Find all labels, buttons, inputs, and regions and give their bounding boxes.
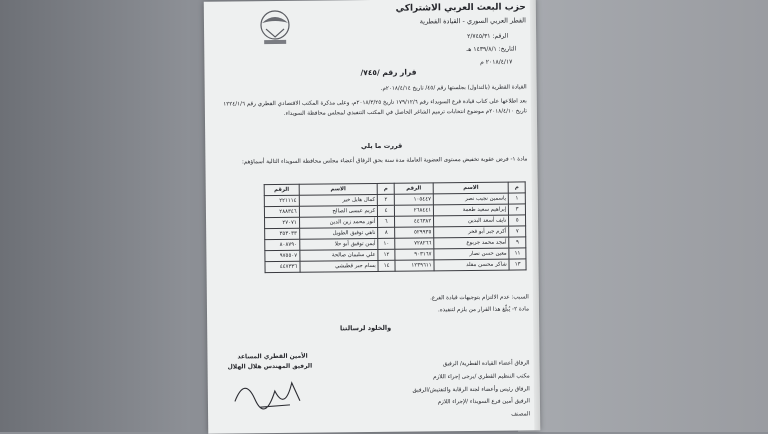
cause-note: السبب: عدم الالتزام بتوجيهات قيادة الفرع. bbox=[430, 294, 529, 302]
distribution-item: الرفيق أمين فرع السويداء /لإجراء اللازم bbox=[437, 398, 530, 406]
table-cell: ٢٧٠٧١ bbox=[265, 217, 300, 228]
table-cell: ١٠٥٤٤٧ bbox=[394, 194, 433, 205]
table-cell: شاكر محسن مقلد bbox=[434, 259, 509, 271]
table-cell: ١٣ bbox=[509, 259, 526, 270]
table-cell: ٢٨٨٣٤٦ bbox=[264, 206, 299, 217]
decision-para-2: بعد اطلاعها على كتاب قيادة فرع السويداء رقم ١٧٩/١٢/٦ تاريخ ٢٠١٨/٣/٢٥م، وعلى مذكرة المكتب الاقتصادي القطري رقم ١٢٢٤/١/٦ تاريخ ٢٠١٨/٤/١٠م موضوع انتخابات ترميم الشاغر الحاصل في المكتب التنفيذي لمجلس محافظة السويداء. bbox=[223, 98, 527, 117]
party-emblem-icon bbox=[254, 7, 296, 47]
org-name: حزب البعث العربي الاشتراكي bbox=[395, 2, 526, 14]
article-2: مادة ٢- يُبلّغ هذا القرار من يلزم لتنفيذه. bbox=[437, 306, 530, 314]
table-cell: ١٤ bbox=[378, 260, 395, 271]
table-cell: ٢٦٨٤٤١ bbox=[394, 205, 433, 216]
table-cell: ياسمين نجيب نصر bbox=[433, 193, 508, 205]
table-cell: ١ bbox=[509, 193, 526, 204]
col-header-name: الاسم bbox=[433, 182, 508, 194]
distribution-item: مكتب التنظيم القطري /يرجى إجراء اللازم bbox=[433, 373, 530, 381]
table-cell: أنور محمد زين الدين bbox=[299, 216, 378, 228]
decision-para-1: القيادة القطرية (بالتداول) بجلستها رقم /٤٥/ تاريخ ٢٠١٨/٤/١٤م. bbox=[380, 84, 527, 92]
col-header-index: م bbox=[377, 183, 394, 194]
signatory-title: الأمين القطري المساعد bbox=[237, 352, 308, 361]
table-cell: ٩٠٣١٦٧ bbox=[395, 249, 434, 260]
table-cell: ناهي توفيق الطويل bbox=[299, 227, 378, 239]
table-cell: ٣ bbox=[509, 204, 526, 215]
hijri-date: التاريخ: ١٤٣٩/٨/١ هـ bbox=[466, 45, 517, 54]
table-cell: علي سليمان صالحة bbox=[300, 249, 379, 261]
col-header-name: الاسم bbox=[299, 183, 378, 195]
table-cell: ٥ bbox=[509, 215, 526, 226]
table-cell: أمجد محمد جربوع bbox=[434, 237, 509, 249]
table-cell: ٨٠٨٧٩٠ bbox=[265, 239, 300, 250]
distribution-item: المصنف bbox=[511, 411, 531, 418]
background-right bbox=[518, 0, 768, 432]
decision-title: قرار رقم /٧٤٥/ bbox=[360, 67, 417, 78]
signatory-name: الرفيق المهندس هلال الهلال bbox=[227, 362, 313, 371]
reference-number: الرقم: ٢/٧٤٥/٣١ bbox=[467, 32, 509, 40]
table-cell: ٩ bbox=[509, 237, 526, 248]
table-cell: ٦ bbox=[378, 216, 395, 227]
table-cell: أيمن توفيق أبو حلا bbox=[299, 238, 378, 250]
table-cell: كمال هايل خير bbox=[299, 194, 378, 206]
background-left bbox=[0, 0, 190, 432]
distribution-item: الرفاق رئيس وأعضاء لجنة الرقابة والتفتيش/الرفيق bbox=[412, 386, 530, 394]
decides-heading: قررت ما يلي bbox=[360, 141, 403, 151]
org-sub: القطر العربي السوري - القيادة القطرية bbox=[419, 16, 527, 26]
signature-scrawl-icon bbox=[230, 371, 310, 417]
table-cell: معين حسن نصار bbox=[434, 248, 509, 260]
table-cell: ٨ bbox=[378, 227, 395, 238]
table-cell: ١٠ bbox=[378, 238, 395, 249]
table-cell: ٥٢٩٩٣٥ bbox=[395, 227, 434, 238]
distribution-item: الرفاق أعضاء القيادة القطرية/ الرفيق bbox=[442, 360, 530, 368]
article-1: مادة ١- فرض عقوبة تخفيض مستوى العضوية العاملة مدة سنة بحق الرفاق أعضاء مجلس محافظة السويداء التالية أسماؤهم: bbox=[241, 156, 528, 166]
table-cell: ٤٤٦٣٨٢ bbox=[394, 216, 433, 227]
table-cell: نايف أسعد البدين bbox=[434, 215, 509, 227]
table-cell: بسام جبر قطيشي bbox=[300, 260, 379, 272]
table-cell: ٧ bbox=[509, 226, 526, 237]
document-page bbox=[204, 0, 541, 434]
col-header-number: الرقم bbox=[264, 184, 299, 195]
table-cell: ٧٢٨٢٦٦ bbox=[395, 238, 434, 249]
col-header-index: م bbox=[508, 182, 525, 193]
table-cell: ٤٤٧٣٣٦ bbox=[265, 261, 300, 272]
table-cell: ١٢ bbox=[378, 249, 395, 260]
table-cell: ٢٢١١١٤ bbox=[264, 195, 299, 206]
table-cell: كريم عيسى الصالح bbox=[299, 205, 378, 217]
col-header-number: الرقم bbox=[394, 183, 433, 194]
table-cell: ١١ bbox=[509, 248, 526, 259]
table-cell: ٢ bbox=[377, 194, 394, 205]
table-cell: ٤ bbox=[378, 205, 395, 216]
gregorian-date: ٢٠١٨/٤/١٧ م bbox=[480, 58, 513, 66]
table-cell: ٩٧٥٥٠٧ bbox=[265, 250, 300, 261]
table-cell: ٣٥٣٠٣٣ bbox=[265, 228, 300, 239]
table-cell: أكرم جبر أبو فخر bbox=[434, 226, 509, 238]
closing-line: والخلود لرسالتنا bbox=[339, 323, 392, 333]
table-cell: إبراهيم سعيد طعمة bbox=[434, 204, 509, 216]
table-row bbox=[265, 259, 526, 273]
table-cell: ١٢٣٩٦١١ bbox=[395, 260, 434, 271]
members-table bbox=[264, 181, 527, 273]
